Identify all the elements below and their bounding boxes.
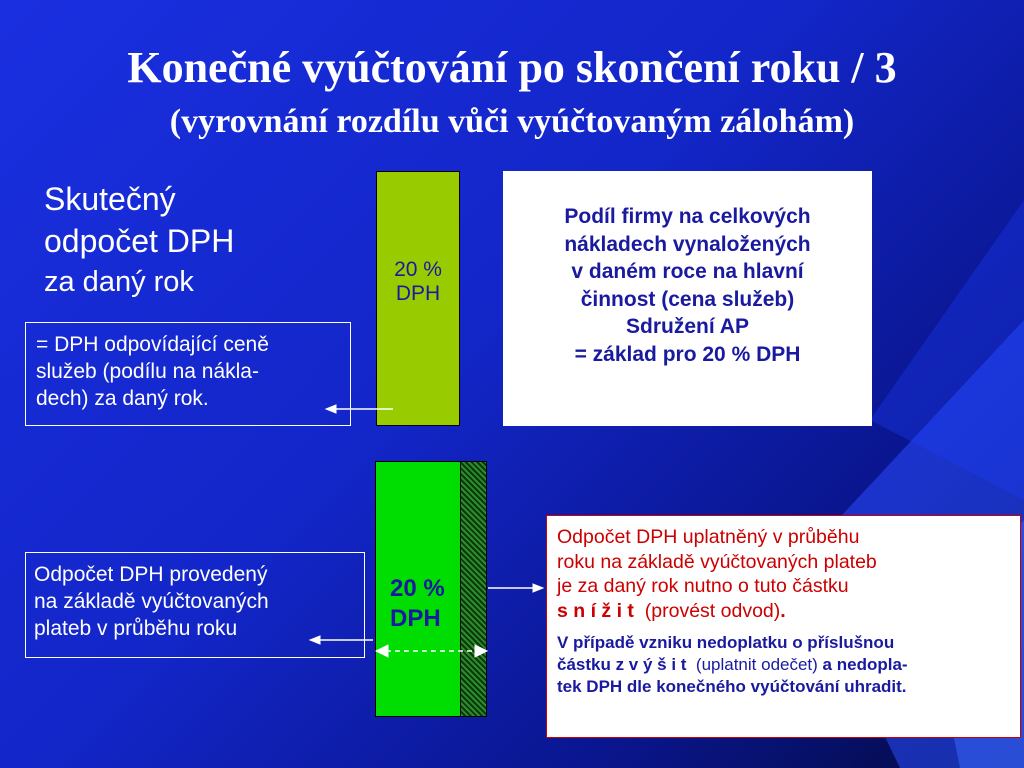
red-box-line2: roku na základě vyúčtovaných plateb [557, 550, 877, 573]
arrow-bar2-to-box2 [310, 636, 373, 644]
white-box-line3: v daném roce na hlavní [571, 260, 804, 283]
blue-line3: tek DPH dle konečného vyúčtování uhradit. [557, 677, 907, 696]
bar2-line2: DPH [390, 605, 441, 632]
arrow-bar1-to-box1 [326, 405, 393, 413]
difference-double-arrow [376, 645, 487, 657]
box1-line2: služeb (podílu na nákla- [36, 360, 259, 383]
white-box-line4: činnost (cena služeb) [580, 287, 795, 311]
red-box-line1: Odpočet DPH uplatněný v průběhu [557, 526, 860, 548]
box2-line1: Odpočet DPH provedený [34, 563, 268, 586]
arrow-bar2-to-redbox [488, 584, 543, 592]
increase-note: (uplatnit odečet) [695, 655, 818, 674]
white-box-line6: = základ pro 20 % DPH [574, 342, 801, 366]
white-box-line2: nákladech vynaložených [564, 232, 811, 256]
slide-title: Konečné vyúčtování po skončení roku / 3 [127, 43, 897, 92]
box2-line3: plateb v průběhu roku [34, 617, 238, 640]
slide-subtitle: (vyrovnání rozdílu vůči vyúčtovaným zálohám) [169, 103, 855, 140]
left-heading-line3: za daný rok [44, 266, 194, 298]
red-box-line3: je za daný rok nutno o tuto částku [557, 575, 849, 597]
box1-line3: dech) za daný rok. [36, 387, 209, 410]
reduce-keyword: s n í ž i t [557, 599, 634, 622]
bar1-line2: DPH [395, 282, 441, 305]
bar2-line1: 20 % [390, 575, 445, 602]
white-box-line1: Podíl firmy na celkových [564, 205, 811, 228]
blue-line1: V případě vzniku nedoplatku o příslušnou [557, 633, 895, 652]
bar1-line1: 20 % [394, 258, 442, 281]
underpayment-word: a nedopla- [822, 655, 908, 674]
box1-line1: = DPH odpovídající ceně [36, 333, 269, 356]
reduce-period: . [780, 599, 786, 622]
left-heading-line1: Skutečný [44, 181, 176, 217]
increase-keyword: částku z v ý š i t [557, 655, 687, 674]
reduce-note: (provést odvod) [644, 599, 781, 622]
white-box-line5: Sdružení AP [626, 315, 749, 338]
left-heading-line2: odpočet DPH [44, 223, 235, 259]
box2-line2: na základě vyúčtovaných [34, 590, 269, 613]
